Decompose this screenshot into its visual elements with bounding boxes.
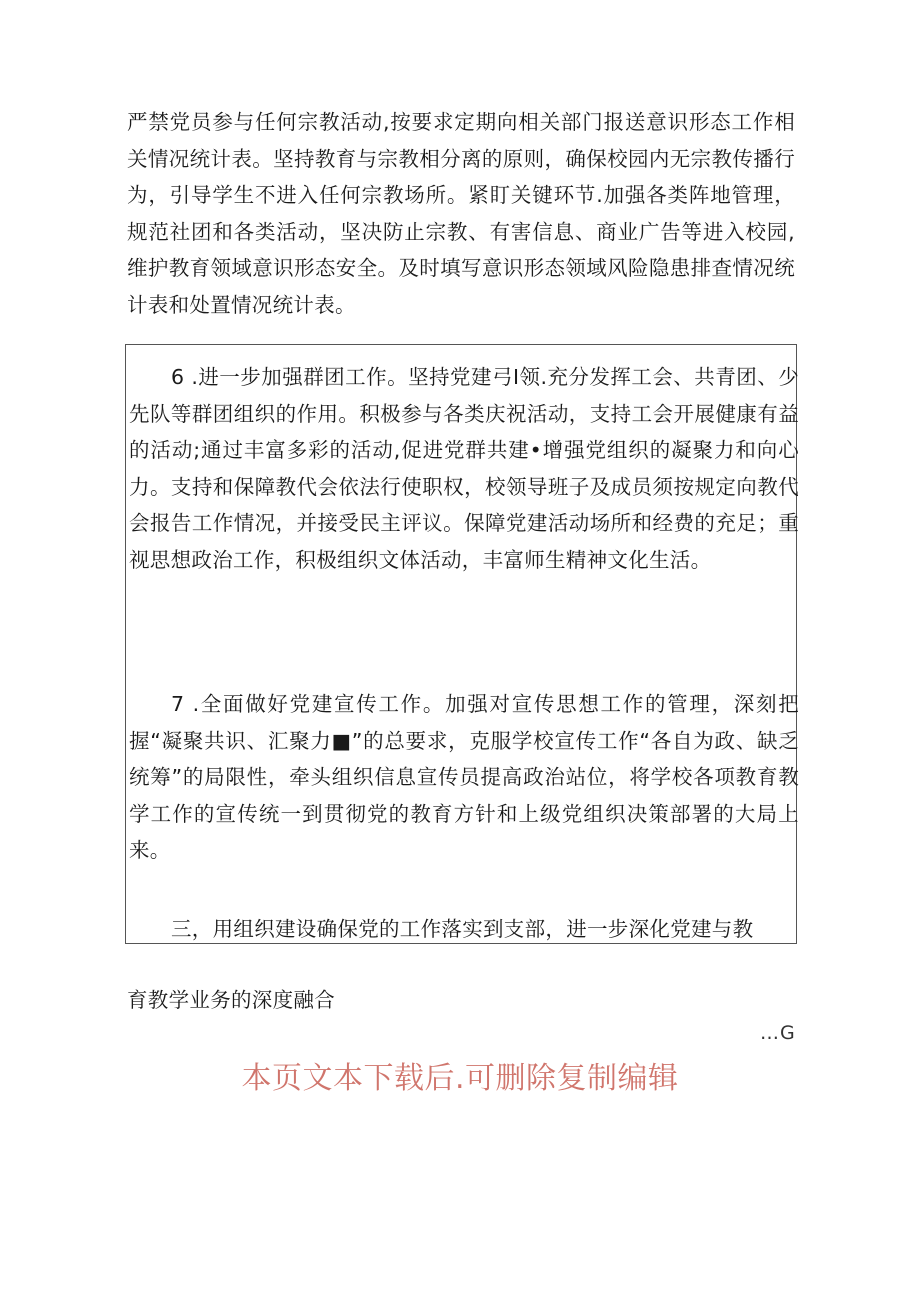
corner-mark: …G bbox=[760, 1022, 796, 1044]
watermark-notice: 本页文本下载后.可删除复制编辑 bbox=[241, 1061, 679, 1096]
framed-section bbox=[125, 344, 797, 944]
section-heading-three: 三，用组织建设确保党的工作落实到支部，进一步深化党建与教 bbox=[171, 917, 754, 941]
paragraph-intro: 严禁党员参与任何宗教活动,按要求定期向相关部门报送意识形态工作相关情况统计表。坚持教育与宗教相分离的原则，确保校园内无宗教传播行为，引导学生不进入任何宗教场所。紧盯关键环节.加强各类阵地管理，规范社团和各类活动，坚决防止宗教、有害信息、商业广告等进入校园,维护教育领域意识形态安全。及时填写意识形态领域风险隐患排查情况统计表和处置情况统计表。 bbox=[127, 110, 795, 317]
section-heading-three-continuation: 育教学业务的深度融合 bbox=[127, 988, 335, 1012]
paragraph-seven: 7 .全面做好党建宣传工作。加强对宣传思想工作的管理，深刻把握“凝聚共识、汇聚力■”的总要求，克服学校宣传工作“各自为政、缺乏统筹”的局限性，牵头组织信息宣传员提高政治站位，将学校各项教育教学工作的宣传统一到贯彻党的教育方针和上级党组织决策部署的大局上来。 bbox=[129, 692, 799, 862]
paragraph-six: 6 .进一步加强群团工作。坚持党建弓I领.充分发挥工会、共青团、少先队等群团组织的作用。积极参与各类庆祝活动，支持工会开展健康有益的活动;通过丰富多彩的活动,促进党群共建•增强党组织的凝聚力和向心力。支持和保障教代会依法行使职权，校领导班子及成员须按规定向教代会报告工作情况，并接受民主评议。保障党建活动场所和经费的充足；重视思想政治工作，积极组织文体活动，丰富师生精神文化生活。 bbox=[129, 365, 799, 572]
